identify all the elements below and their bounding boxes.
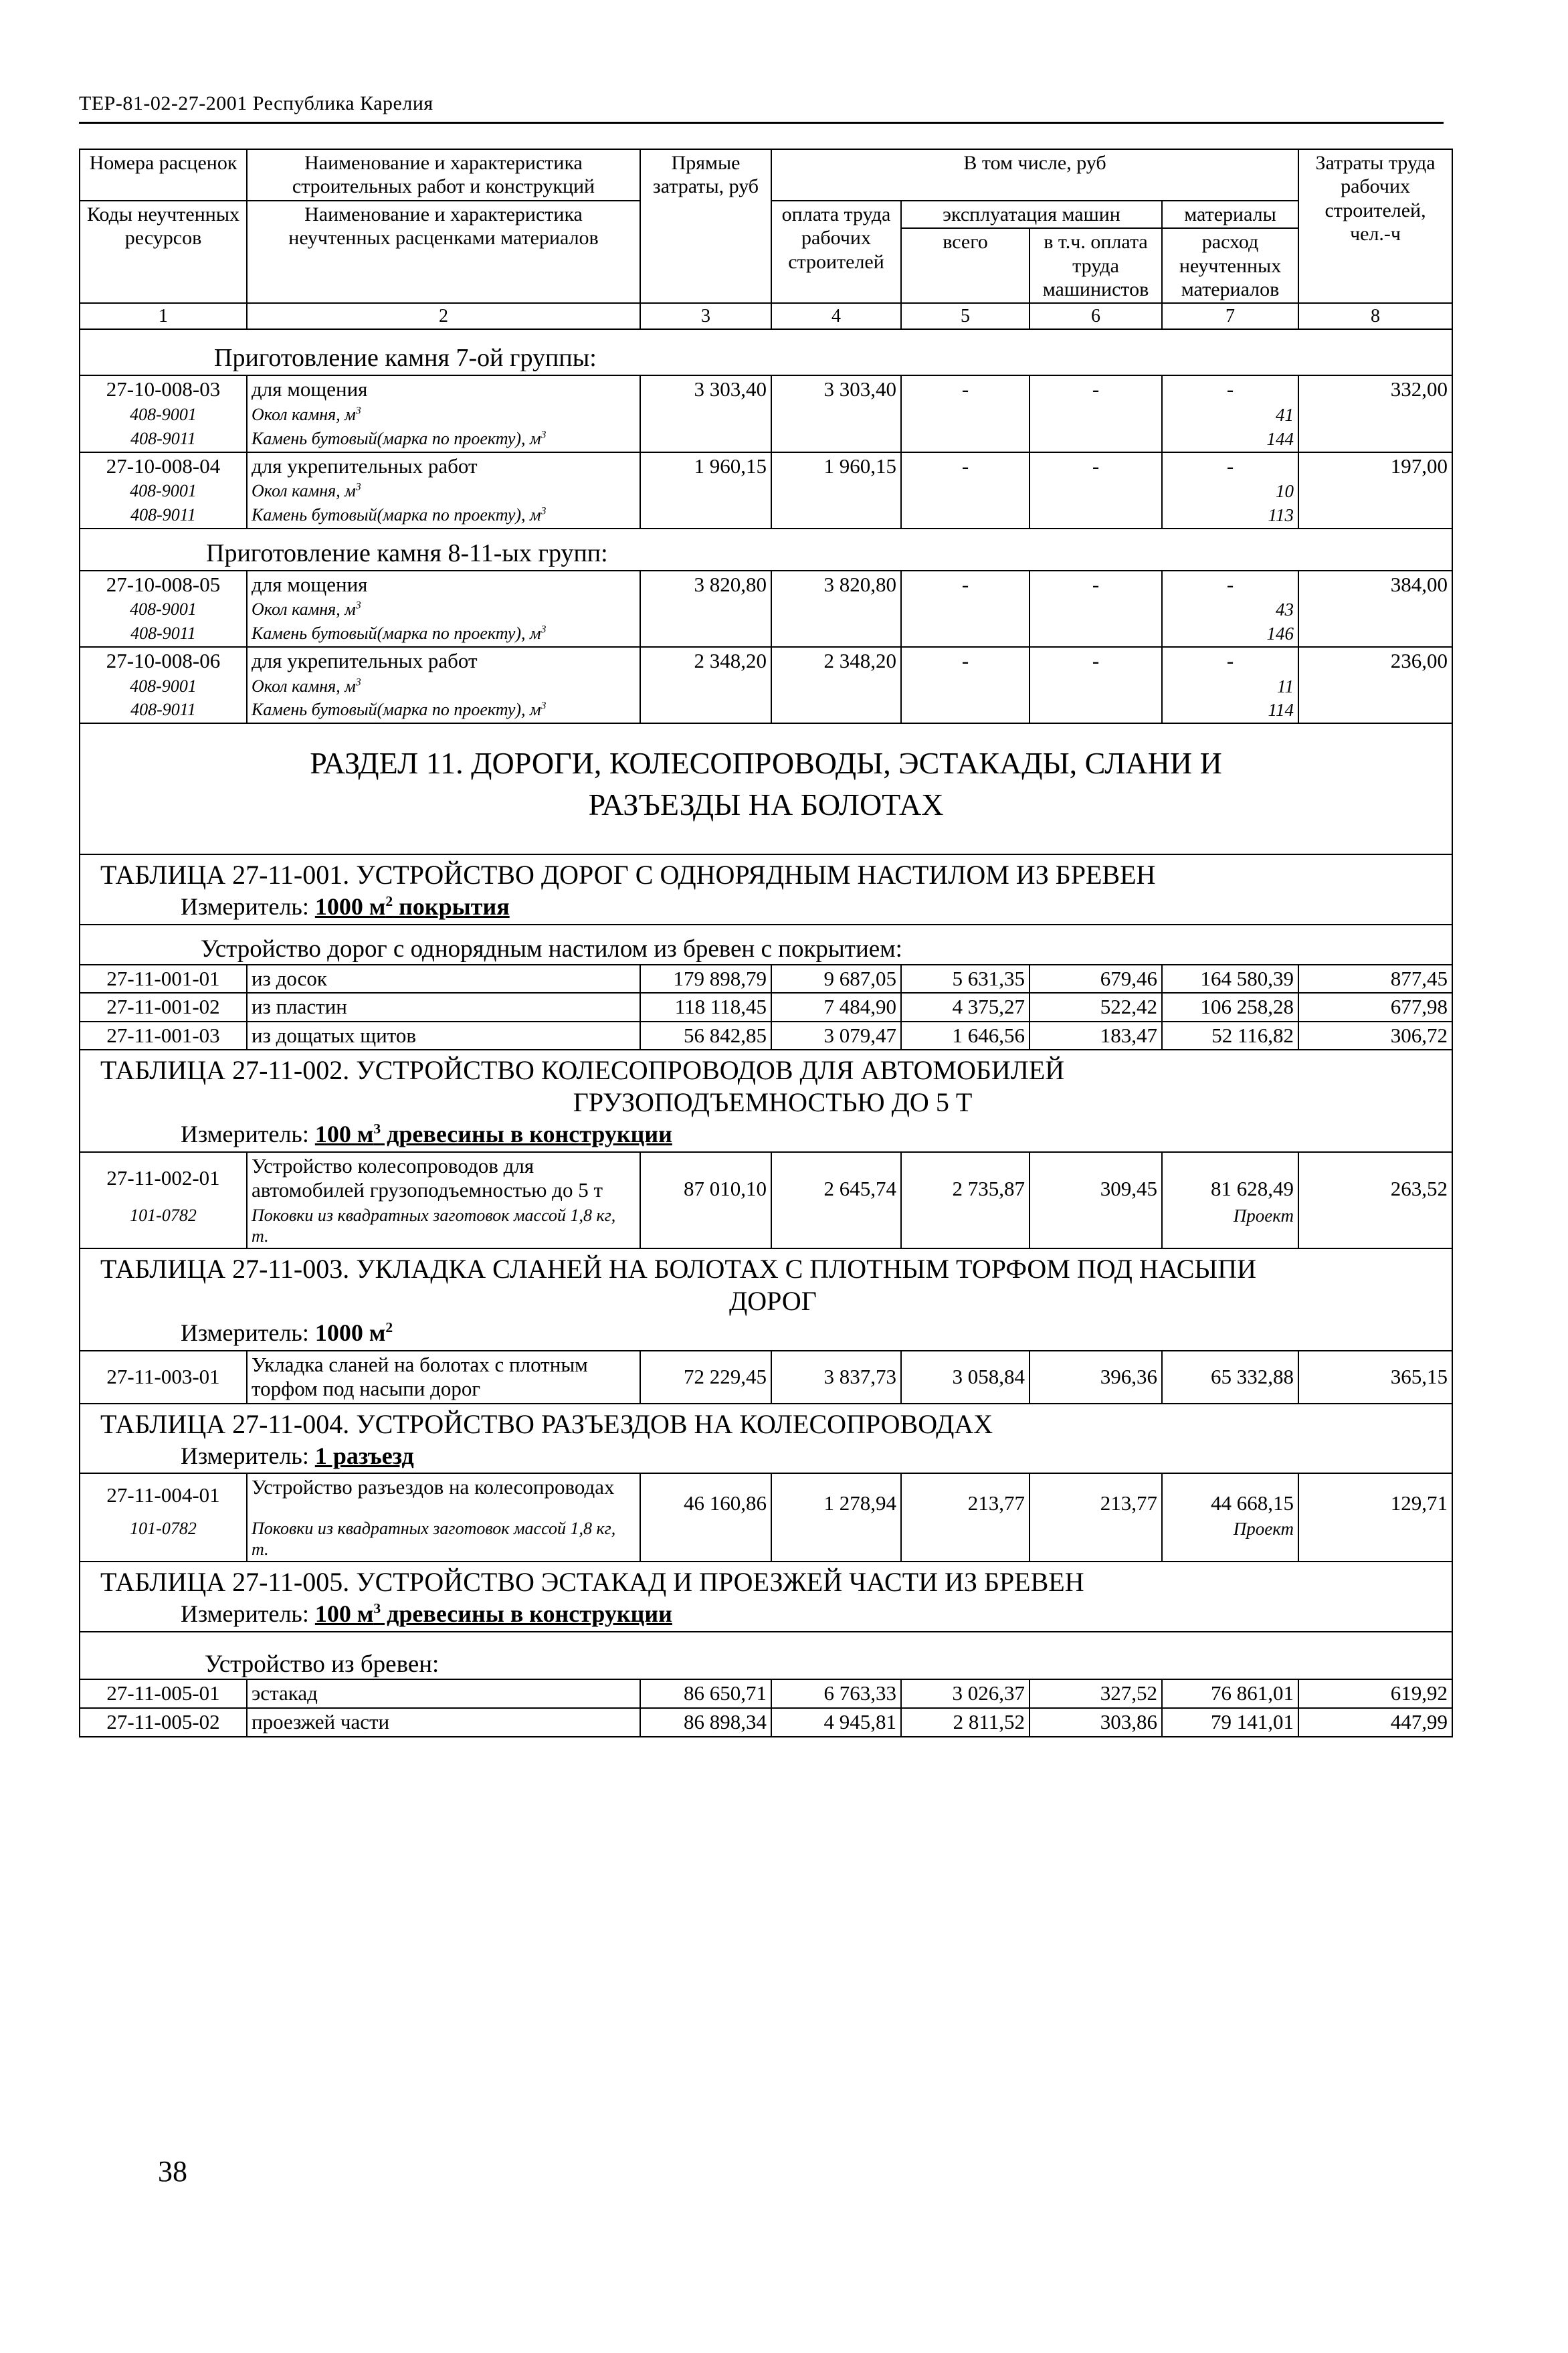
row-name: для укрепительных работ [247, 647, 640, 675]
row-code: 27-11-004-01 [80, 1473, 247, 1517]
row-hours: 365,15 [1298, 1351, 1452, 1404]
row-hours: 384,00 [1298, 571, 1452, 647]
row-labor: 9 687,05 [771, 965, 901, 994]
row-code: 27-11-005-01 [80, 1679, 247, 1708]
row-direct: 118 118,45 [640, 993, 771, 1022]
resource-code: 408-9011 [80, 428, 247, 452]
resource-name [247, 480, 640, 504]
row-hours: 236,00 [1298, 647, 1452, 723]
resource-unit-sup: 3 [541, 505, 547, 517]
table-title: ТАБЛИЦА 27-11-004. УСТРОЙСТВО РАЗЪЕЗДОВ НА КОЛЕСОПРОВОДАХ [80, 1404, 1452, 1442]
row-machines-labor: - [1030, 452, 1162, 529]
measure-label: Измеритель: [181, 1319, 309, 1347]
resource-name [247, 698, 640, 723]
header-machines: эксплуатация машин [901, 201, 1162, 228]
running-head: ТЕР-81-02-27-2001 Республика Карелия [79, 92, 433, 114]
column-number: 1 [80, 303, 247, 329]
header-name: Наименование и характеристика строительных работ и конструкций [247, 149, 640, 201]
row-code: 27-10-008-05 [80, 571, 247, 599]
table-row [80, 375, 1452, 403]
section-title [80, 723, 1452, 854]
row-labor: 6 763,33 [771, 1679, 901, 1708]
row-name: для мощения [247, 375, 640, 403]
row-direct: 72 229,45 [640, 1351, 771, 1404]
row-code: 27-11-001-03 [80, 1022, 247, 1050]
row-machines-total: 3 058,84 [901, 1351, 1030, 1404]
header-rule [79, 122, 1444, 124]
row-direct: 86 650,71 [640, 1679, 771, 1708]
row-materials: - [1162, 452, 1298, 480]
measure-label: Измеритель: [181, 1442, 309, 1469]
row-machines-total: 4 375,27 [901, 993, 1030, 1022]
header-including: В том числе, руб [771, 149, 1298, 201]
column-number: 3 [640, 303, 771, 329]
row-machines-total: 2 811,52 [901, 1708, 1030, 1737]
table-title: ТАБЛИЦА 27-11-001. УСТРОЙСТВО ДОРОГ С ОДНОРЯДНЫМ НАСТИЛОМ ИЗ БРЕВЕН [80, 854, 1452, 892]
resource-unit-sup: 3 [355, 481, 361, 493]
group-title: Приготовление камня 8-11-ых групп: [80, 529, 1452, 571]
resource-name-text: Окол камня, м [252, 599, 356, 620]
row-direct: 3 303,40 [640, 375, 771, 452]
group-title: Устройство дорог с однорядным настилом из бревен с покрытием: [80, 925, 1452, 965]
column-numbers-row [80, 303, 1452, 329]
row-materials: 52 116,82 [1162, 1022, 1298, 1050]
table-title-line: ТАБЛИЦА 27-11-002. УСТРОЙСТВО КОЛЕСОПРОВОДОВ ДЛЯ АВТОМОБИЛЕЙ [100, 1055, 1065, 1086]
header-codes: Номера расценок [80, 149, 247, 201]
resource-name-text: Камень бутовый(марка по проекту), м [252, 504, 541, 525]
row-machines-labor: - [1030, 647, 1162, 723]
table-row [80, 452, 1452, 480]
row-labor: 3 079,47 [771, 1022, 901, 1050]
row-labor: 1 278,94 [771, 1473, 901, 1562]
resource-name-text: Камень бутовый(марка по проекту), м [252, 624, 541, 644]
measure-sup: 2 [385, 1319, 393, 1336]
row-name: из пластин [247, 993, 640, 1022]
row-code: 27-11-003-01 [80, 1351, 247, 1404]
row-machines-labor: 679,46 [1030, 965, 1162, 994]
row-name: Устройство разъездов на колесопроводах [247, 1473, 640, 1517]
row-name: проезжей части [247, 1708, 640, 1737]
row-labor: 2 348,20 [771, 647, 901, 723]
row-machines-total: 3 026,37 [901, 1679, 1030, 1708]
row-name: из дощатых щитов [247, 1022, 640, 1050]
resource-name [247, 675, 640, 699]
row-labor: 3 303,40 [771, 375, 901, 452]
row-direct: 3 820,80 [640, 571, 771, 647]
row-machines-labor: 303,86 [1030, 1708, 1162, 1737]
header-material-name: Наименование и характеристика неучтенных расценками материалов [247, 201, 640, 304]
resource-code: 408-9001 [80, 403, 247, 428]
row-hours: 619,92 [1298, 1679, 1452, 1708]
table-row [80, 1708, 1452, 1737]
row-name: эстакад [247, 1679, 640, 1708]
resource-name [247, 428, 640, 452]
row-machines-total: - [901, 375, 1030, 452]
table-row [80, 993, 1452, 1022]
resource-code: 408-9001 [80, 675, 247, 699]
resource-name-text: Окол камня, м [252, 676, 356, 696]
resource-name-text: Окол камня, м [252, 481, 356, 501]
row-materials: - [1162, 647, 1298, 675]
measure-sup: 3 [373, 1121, 381, 1137]
group-title: Устройство из бревен: [80, 1632, 1452, 1680]
row-machines-total: - [901, 571, 1030, 647]
resource-unit-sup: 3 [355, 676, 361, 688]
resource-name-text: Окол камня, м [252, 404, 356, 424]
row-code: 27-10-008-06 [80, 647, 247, 675]
column-number: 6 [1030, 303, 1162, 329]
row-machines-labor: 183,47 [1030, 1022, 1162, 1050]
resource-qty: 146 [1162, 622, 1298, 647]
table-title [80, 1050, 1452, 1120]
row-hours: 447,99 [1298, 1708, 1452, 1737]
header-resource-codes: Коды неучтенных ресурсов [80, 201, 247, 304]
header-materials-consumption: расход неучтенных материалов [1162, 228, 1298, 303]
row-machines-total: - [901, 647, 1030, 723]
resource-code: 408-9011 [80, 698, 247, 723]
resource-unit-sup: 3 [541, 700, 547, 712]
column-number: 2 [247, 303, 640, 329]
row-name: из досок [247, 965, 640, 994]
row-hours: 677,98 [1298, 993, 1452, 1022]
resource-name [247, 598, 640, 622]
measure-value: 1000 м [314, 893, 386, 921]
row-labor: 2 645,74 [771, 1152, 901, 1249]
row-hours: 197,00 [1298, 452, 1452, 529]
row-direct: 56 842,85 [640, 1022, 771, 1050]
row-machines-labor: 309,45 [1030, 1152, 1162, 1249]
measure-label: Измеритель: [181, 893, 309, 921]
row-code: 27-11-001-02 [80, 993, 247, 1022]
table-row [80, 965, 1452, 994]
row-name: Устройство колесопроводов для автомобилей грузоподъемностью до 5 т [247, 1152, 640, 1204]
resource-name: Поковки из квадратных заготовок массой 1,8 кг, т. [247, 1204, 640, 1248]
resource-qty: Проект [1162, 1204, 1298, 1248]
row-materials: 81 628,49 [1162, 1152, 1298, 1204]
row-name: для укрепительных работ [247, 452, 640, 480]
header-row [80, 149, 1452, 201]
table-measure [80, 1319, 1452, 1350]
row-code: 27-11-002-01 [80, 1152, 247, 1204]
row-materials: - [1162, 571, 1298, 599]
header-labor-pay: оплата труда рабочих строителей [771, 201, 901, 304]
header-materials: материалы [1162, 201, 1298, 228]
resource-name-text: Камень бутовый(марка по проекту), м [252, 700, 541, 720]
resource-name [247, 504, 640, 529]
table-row [80, 1022, 1452, 1050]
row-materials: 76 861,01 [1162, 1679, 1298, 1708]
row-machines-total: - [901, 452, 1030, 529]
resource-name-text: Камень бутовый(марка по проекту), м [252, 428, 541, 448]
table-title: ТАБЛИЦА 27-11-005. УСТРОЙСТВО ЭСТАКАД И ПРОЕЗЖЕЙ ЧАСТИ ИЗ БРЕВЕН [80, 1562, 1452, 1600]
table-title [80, 1248, 1452, 1319]
measure-value: 100 м [314, 1121, 374, 1148]
table-row [80, 571, 1452, 599]
measure-sup: 3 [373, 1600, 381, 1617]
row-direct: 87 010,10 [640, 1152, 771, 1249]
table-row [80, 1351, 1452, 1404]
row-labor: 3 837,73 [771, 1351, 901, 1404]
section-title-line: РАЗЪЕЗДЫ НА БОЛОТАХ [588, 787, 944, 822]
row-code: 27-10-008-04 [80, 452, 247, 480]
row-hours: 306,72 [1298, 1022, 1452, 1050]
resource-unit-sup: 3 [355, 405, 361, 417]
resource-name [247, 403, 640, 428]
table-title-line: ГРУЗОПОДЪЕМНОСТЬЮ ДО 5 Т [573, 1087, 973, 1118]
resource-name [247, 622, 640, 647]
row-direct: 46 160,86 [640, 1473, 771, 1562]
measure-value: 1 разъезд [314, 1442, 414, 1469]
row-code: 27-10-008-03 [80, 375, 247, 403]
row-machines-labor: 396,36 [1030, 1351, 1162, 1404]
row-machines-total: 1 646,56 [901, 1022, 1030, 1050]
resource-qty: 41 [1162, 403, 1298, 428]
row-materials: 164 580,39 [1162, 965, 1298, 994]
resource-qty: 10 [1162, 480, 1298, 504]
row-direct: 2 348,20 [640, 647, 771, 723]
table-measure [80, 1600, 1452, 1631]
row-materials: - [1162, 375, 1298, 403]
resource-code: 101-0782 [80, 1204, 247, 1248]
row-machines-total: 2 735,87 [901, 1152, 1030, 1249]
row-name: Укладка сланей на болотах с плотным торфом под насыпи дорог [247, 1351, 640, 1404]
resource-name: Поковки из квадратных заготовок массой 1,8 кг, т. [247, 1517, 640, 1562]
row-machines-labor: - [1030, 375, 1162, 452]
header-machines-total: всего [901, 228, 1030, 303]
measure-sup: 2 [385, 893, 393, 910]
resource-qty: 43 [1162, 598, 1298, 622]
row-materials: 106 258,28 [1162, 993, 1298, 1022]
measure-label: Измеритель: [181, 1600, 309, 1628]
resource-code: 408-9001 [80, 480, 247, 504]
row-machines-labor: 213,77 [1030, 1473, 1162, 1562]
resource-unit-sup: 3 [355, 599, 361, 611]
table-row [80, 1679, 1452, 1708]
column-number: 8 [1298, 303, 1452, 329]
row-direct: 179 898,79 [640, 965, 771, 994]
resource-unit-sup: 3 [541, 428, 547, 440]
resource-qty: 11 [1162, 675, 1298, 699]
row-hours: 877,45 [1298, 965, 1452, 994]
header-machines-labor: в т.ч. оплата труда машинистов [1030, 228, 1162, 303]
resource-qty: 144 [1162, 428, 1298, 452]
resource-code: 408-9011 [80, 504, 247, 529]
measure-value: 1000 м [314, 1319, 386, 1347]
row-machines-labor: 327,52 [1030, 1679, 1162, 1708]
measure-tail: древесины в конструкции [381, 1600, 672, 1628]
row-direct: 1 960,15 [640, 452, 771, 529]
measure-value: 100 м [314, 1600, 374, 1628]
resource-qty: Проект [1162, 1517, 1298, 1562]
row-machines-labor: - [1030, 571, 1162, 647]
row-machines-total: 5 631,35 [901, 965, 1030, 994]
price-table [79, 149, 1453, 1737]
table-measure [80, 892, 1452, 924]
row-labor: 7 484,90 [771, 993, 901, 1022]
group-title: Приготовление камня 7-ой группы: [80, 329, 1452, 375]
row-hours: 263,52 [1298, 1152, 1452, 1249]
resource-code: 408-9001 [80, 598, 247, 622]
row-code: 27-11-001-01 [80, 965, 247, 994]
row-labor: 3 820,80 [771, 571, 901, 647]
table-title-line: ТАБЛИЦА 27-11-003. УКЛАДКА СЛАНЕЙ НА БОЛОТАХ С ПЛОТНЫМ ТОРФОМ ПОД НАСЫПИ [100, 1254, 1257, 1285]
row-labor: 1 960,15 [771, 452, 901, 529]
measure-tail: покрытия [393, 893, 510, 921]
resource-code: 408-9011 [80, 622, 247, 647]
row-machines-labor: 522,42 [1030, 993, 1162, 1022]
page-number: 38 [158, 2155, 187, 2188]
table-title-line: ДОРОГ [729, 1286, 817, 1317]
measure-label: Измеритель: [181, 1121, 309, 1148]
resource-code: 101-0782 [80, 1517, 247, 1562]
table-row [80, 647, 1452, 675]
header-direct: Прямые затраты, руб [640, 149, 771, 303]
column-number: 4 [771, 303, 901, 329]
row-code: 27-11-005-02 [80, 1708, 247, 1737]
column-number: 7 [1162, 303, 1298, 329]
table-measure [80, 1442, 1452, 1473]
table-row [80, 1152, 1452, 1204]
row-materials: 79 141,01 [1162, 1708, 1298, 1737]
row-hours: 129,71 [1298, 1473, 1452, 1562]
section-title-line: РАЗДЕЛ 11. ДОРОГИ, КОЛЕСОПРОВОДЫ, ЭСТАКАДЫ, СЛАНИ И [310, 746, 1222, 781]
table-row [80, 1473, 1452, 1517]
row-materials: 44 668,15 [1162, 1473, 1298, 1517]
row-labor: 4 945,81 [771, 1708, 901, 1737]
resource-qty: 114 [1162, 698, 1298, 723]
column-number: 5 [901, 303, 1030, 329]
row-direct: 86 898,34 [640, 1708, 771, 1737]
header-labor-hours: Затраты труда рабочих строителей, чел.-ч [1298, 149, 1452, 303]
row-hours: 332,00 [1298, 375, 1452, 452]
row-name: для мощения [247, 571, 640, 599]
measure-tail: древесины в конструкции [381, 1121, 672, 1148]
resource-qty: 113 [1162, 504, 1298, 529]
table-measure [80, 1120, 1452, 1151]
row-machines-total: 213,77 [901, 1473, 1030, 1562]
row-materials: 65 332,88 [1162, 1351, 1298, 1404]
resource-unit-sup: 3 [541, 624, 547, 636]
